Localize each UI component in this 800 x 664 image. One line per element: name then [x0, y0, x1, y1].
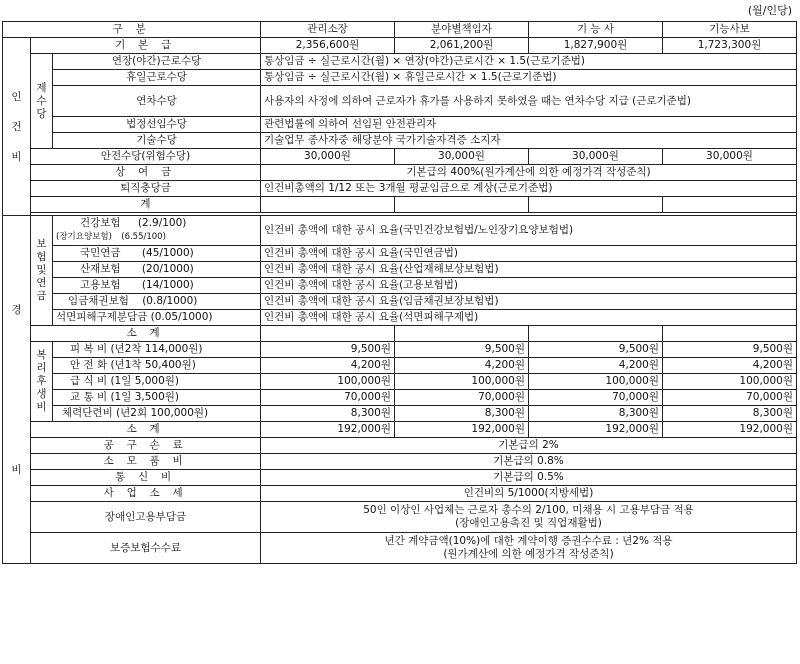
table-row: [3, 246, 797, 262]
base-pay-value: 1,723,300원: [663, 38, 797, 54]
table-row: [3, 470, 797, 486]
welfare-value: 9,500원: [529, 342, 663, 358]
unit-note: (월/인당): [747, 4, 792, 17]
table-row: [3, 310, 797, 326]
base-pay-value: 2,061,200원: [395, 38, 529, 54]
disabled-label: 장애인고용부담금: [31, 502, 261, 533]
empty-cell: [663, 326, 797, 342]
header-row: [3, 22, 797, 38]
welfare-value: 4,200원: [261, 358, 395, 374]
tools-text: 기본급의 2%: [261, 438, 797, 454]
welfare-value: 70,000원: [261, 390, 395, 406]
table-row: [3, 406, 797, 422]
employment-insurance-label: 고용보험 (14/1000): [53, 278, 261, 294]
tax-label: 사 업 소 세: [31, 486, 261, 502]
welfare-value: 70,000원: [529, 390, 663, 406]
wage-claim-text: 인건비 총액에 대한 공시 요율(임금채권보장보험법): [261, 294, 797, 310]
welfare-value: 9,500원: [395, 342, 529, 358]
empty-cell: [529, 197, 663, 213]
comm-label: 통 신 비: [31, 470, 261, 486]
table-row: [3, 197, 797, 213]
bonus-text: 기본급의 400%(원가계산에 의한 예정가격 작성준칙): [261, 165, 797, 181]
table-row: [3, 262, 797, 278]
asbestos-text: 인건비 총액에 대한 공시 요율(석면피해구제법): [261, 310, 797, 326]
welfare-value: 70,000원: [395, 390, 529, 406]
welfare-value: 9,500원: [261, 342, 395, 358]
wage-claim-label: 임금채권보험 (0.8/1000): [53, 294, 261, 310]
header-assistant: 기능사보: [663, 22, 797, 38]
table-row: [3, 133, 797, 149]
table-row: [3, 422, 797, 438]
welfare-subtotal-value: 192,000원: [261, 422, 395, 438]
pension-text: 인건비 총액에 대한 공시 요율(국민연금법): [261, 246, 797, 262]
labor-group-label: 인 건 비: [3, 38, 31, 216]
table-row: [3, 390, 797, 406]
table-row: [3, 342, 797, 358]
header-category: 구 분: [3, 22, 261, 38]
subtotal-label: 소 계: [31, 326, 261, 342]
table-row: [3, 54, 797, 70]
table-row: [3, 533, 797, 564]
empty-cell: [261, 326, 395, 342]
welfare-value: 8,300원: [529, 406, 663, 422]
welfare-subtotal-value: 192,000원: [395, 422, 529, 438]
insurance-group-label: 보 험 및 연 금: [31, 216, 53, 326]
overtime-label: 연장(야간)근로수당: [53, 54, 261, 70]
header-technician: 기 능 사: [529, 22, 663, 38]
supplies-text: 기본급의 0.8%: [261, 454, 797, 470]
welfare-label: 피 복 비 (년2착 114,000원): [53, 342, 261, 358]
table-row: [3, 86, 797, 117]
empty-cell: [395, 197, 529, 213]
base-pay-value: 1,827,900원: [529, 38, 663, 54]
disabled-text: 50인 이상인 사업체는 근로자 총수의 2/100, 미채용 시 고용부담금 적용 (장애인고용촉진 및 직업재활법): [261, 502, 797, 533]
allowance-group-label: 제 수 당: [31, 54, 53, 149]
safety-value: 30,000원: [261, 149, 395, 165]
table-row: [3, 438, 797, 454]
accident-insurance-text: 인건비 총액에 대한 공시 요율(산업재해보상보험법): [261, 262, 797, 278]
welfare-value: 8,300원: [395, 406, 529, 422]
table-row: [3, 326, 797, 342]
table-row: [3, 294, 797, 310]
severance-text: 인건비총액의 1/12 또는 3개월 평균임금으로 계상(근로기준법): [261, 181, 797, 197]
welfare-value: 4,200원: [663, 358, 797, 374]
annual-label: 연차수당: [53, 86, 261, 117]
welfare-value: 8,300원: [261, 406, 395, 422]
safety-value: 30,000원: [395, 149, 529, 165]
accident-insurance-label: 산재보험 (20/1000): [53, 262, 261, 278]
table-row: [3, 278, 797, 294]
holiday-label: 휴일근로수당: [53, 70, 261, 86]
legal-label: 법정선임수당: [53, 117, 261, 133]
holiday-text: 통상임금 ÷ 실근로시간(월) × 휴일근로시간 × 1.5(근로기준법): [261, 70, 797, 86]
table-row: [3, 486, 797, 502]
expense-group-label: 경 비: [3, 216, 31, 564]
table-row: [3, 216, 797, 246]
base-pay-label: 기 본 급: [31, 38, 261, 54]
comm-text: 기본급의 0.5%: [261, 470, 797, 486]
pension-label: 국민연금 (45/1000): [53, 246, 261, 262]
welfare-value: 100,000원: [663, 374, 797, 390]
labor-total-label: 계: [31, 197, 261, 213]
empty-cell: [663, 197, 797, 213]
bonus-label: 상 여 금: [31, 165, 261, 181]
table-row: [3, 149, 797, 165]
health-insurance-label: 건강보험 (2.9/100) (장기요양보험) (6.55/100): [53, 216, 261, 246]
health-insurance-text: 인건비 총액에 대한 공시 요율(국민건강보험법/노인장기요양보험법): [261, 216, 797, 246]
welfare-subtotal-value: 192,000원: [663, 422, 797, 438]
guarantee-label: 보증보험수수료: [31, 533, 261, 564]
header-manager: 관리소장: [261, 22, 395, 38]
welfare-value: 100,000원: [395, 374, 529, 390]
safety-label: 안전수당(위험수당): [31, 149, 261, 165]
welfare-value: 100,000원: [261, 374, 395, 390]
welfare-label: 교 통 비 (1일 3,500원): [53, 390, 261, 406]
table-row: [3, 502, 797, 533]
safety-value: 30,000원: [529, 149, 663, 165]
welfare-value: 4,200원: [395, 358, 529, 374]
legal-text: 관련법률에 의하여 선임된 안전관리자: [261, 117, 797, 133]
severance-label: 퇴직충당금: [31, 181, 261, 197]
empty-cell: [395, 326, 529, 342]
employment-insurance-text: 인건비 총액에 대한 공시 요율(고용보험법): [261, 278, 797, 294]
welfare-label: 급 식 비 (1일 5,000원): [53, 374, 261, 390]
table-row: [3, 165, 797, 181]
tech-label: 기술수당: [53, 133, 261, 149]
welfare-value: 9,500원: [663, 342, 797, 358]
supplies-label: 소 모 품 비: [31, 454, 261, 470]
table-row: [3, 117, 797, 133]
base-pay-value: 2,356,600원: [261, 38, 395, 54]
welfare-label: 체력단련비 (년2회 100,000원): [53, 406, 261, 422]
tech-text: 기술업무 종사자중 해당분야 국가기술자격증 소지자: [261, 133, 797, 149]
table-row: [3, 358, 797, 374]
welfare-value: 8,300원: [663, 406, 797, 422]
asbestos-label: 석면피해구제분담금 (0.05/1000): [53, 310, 261, 326]
tools-label: 공 구 손 료: [31, 438, 261, 454]
welfare-value: 100,000원: [529, 374, 663, 390]
welfare-subtotal-value: 192,000원: [529, 422, 663, 438]
table-row: [3, 70, 797, 86]
empty-cell: [261, 197, 395, 213]
annual-text: 사용자의 사정에 의하여 근로자가 휴가를 사용하지 못하였을 때는 연차수당 지급 (근로기준법): [261, 86, 797, 117]
table-row: [3, 181, 797, 197]
table-row: [3, 374, 797, 390]
header-lead: 분야별책임자: [395, 22, 529, 38]
welfare-label: 안 전 화 (년1착 50,400원): [53, 358, 261, 374]
table-row: [3, 38, 797, 54]
table-row: [3, 454, 797, 470]
welfare-subtotal-label: 소 계: [31, 422, 261, 438]
empty-cell: [529, 326, 663, 342]
welfare-value: 4,200원: [529, 358, 663, 374]
guarantee-text: 년간 계약금액(10%)에 대한 계약이행 증권수수료 : 년2% 적용 (원가계산에 의한 예정가격 작성준칙): [261, 533, 797, 564]
cost-table: [2, 21, 797, 564]
tax-text: 인건비의 5/1000(지방세법): [261, 486, 797, 502]
safety-value: 30,000원: [663, 149, 797, 165]
welfare-group-label: 복 리 후 생 비: [31, 342, 53, 422]
welfare-value: 70,000원: [663, 390, 797, 406]
overtime-text: 통상임금 ÷ 실근로시간(월) × 연장(야간)근로시간 × 1.5(근로기준법): [261, 54, 797, 70]
